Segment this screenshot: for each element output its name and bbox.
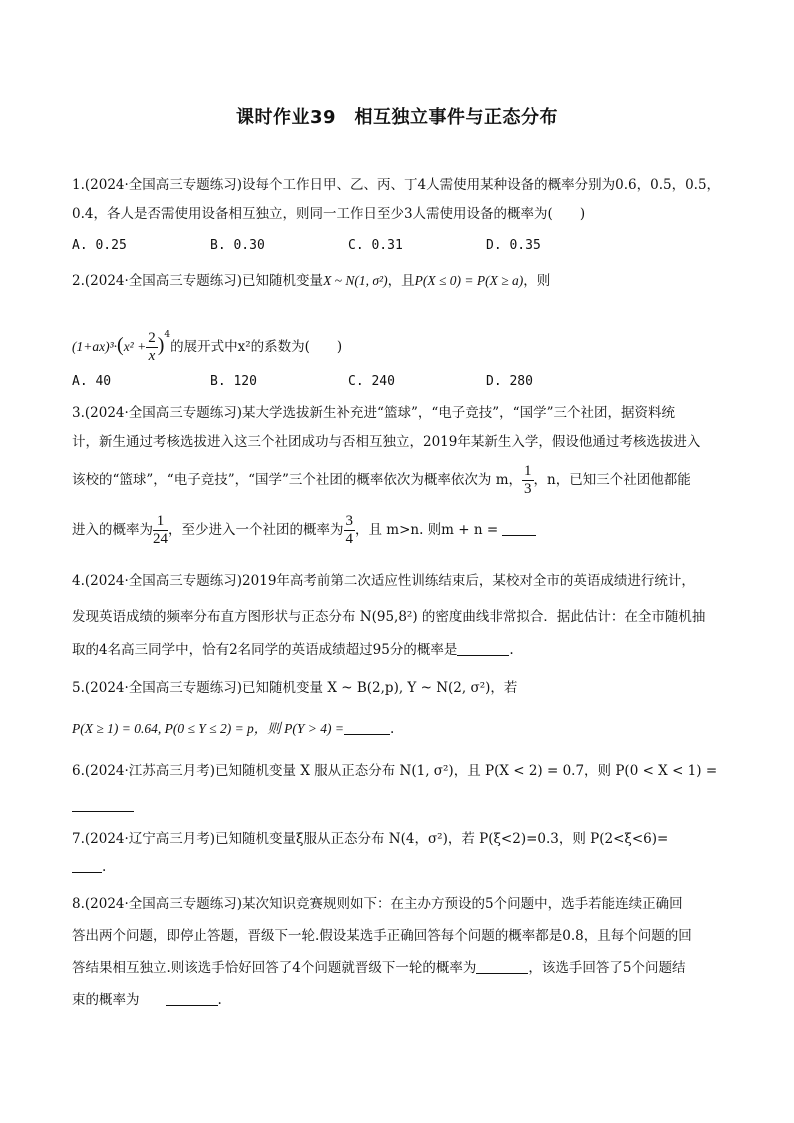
q3-frac-one-third: $\frac{1}{3}$: [524, 463, 532, 497]
q7-answer-blank[interactable]: [72, 858, 102, 873]
q5-line1: 5.(2024·全国高三专题练习)已知随机变量 X ~ B(2,p), Y ~ N(2, σ²)，若: [72, 680, 518, 696]
q1-choice-d: D. 0.35: [486, 238, 541, 253]
q8-answer-blank-2[interactable]: [166, 991, 218, 1006]
q5-line2: P(X ≥ 1) = 0.64, P(0 ≤ Y ≤ 2) = p，则 P(Y > 4) = .: [72, 721, 395, 737]
q2-fraction: $\frac{2}{x}$: [148, 330, 156, 364]
q4-line2: 发现英语成绩的频率分布直方图形状与正态分布 N(95,8²) 的密度曲线非常拟合．据此估计：在全市随机抽: [72, 609, 706, 625]
q2-prefix: 2.(2024·全国高三专题练习)已知随机变量: [72, 273, 324, 289]
q5-answer-blank[interactable]: [344, 720, 390, 735]
q3-line1: 3.(2024·全国高三专题练习)某大学选拔新生补充进“篮球”，“电子竞技”，“国学”三个社团，据资料统: [72, 405, 675, 421]
q3-line3: 该校的“篮球”，“电子竞技”，“国学”三个社团的概率依次为概率依次为 m， $\frac{1}{3}$ ，n，已知三个社团他都能: [72, 463, 691, 497]
q1-choice-a: A. 0.25: [72, 238, 127, 253]
q1-choices: [72, 238, 624, 253]
q2-expr-b: x² +: [123, 339, 147, 354]
q8-line1: 8.(2024·全国高三专题练习)某次知识竞赛规则如下：在主办方预设的5个问题中，选手若能连续正确回: [72, 896, 683, 912]
q2-line1: [72, 272, 550, 290]
q1-choice-c: C. 0.31: [348, 238, 403, 253]
q6-line1: 6.(2024·江苏高三月考)已知随机变量 X 服从正态分布 N(1, σ²)，且 P(X < 2) = 0.7，则 P(0 < X < 1) =: [72, 763, 718, 779]
q2-power: 4: [164, 330, 171, 340]
q7-line2: .: [72, 858, 106, 876]
q3-line2: 计，新生通过考核选拔进入这三个社团成功与否相互独立，2019年某新生入学，假设他通过考核选拔进入: [72, 434, 701, 450]
q2-choice-c: C. 240: [348, 374, 395, 389]
q3-frac-one-24th: $\frac{1}{24}$: [153, 513, 168, 547]
q2-choice-b: B. 120: [210, 374, 257, 389]
q8-line4: 束的概率为 .: [72, 992, 222, 1008]
q2-cond: P(X ≤ 0) = P(X ≥ a): [414, 273, 524, 288]
q2-choice-a: A. 40: [72, 374, 112, 389]
q4-line1: 4.(2024·全国高三专题练习)2019年高考前第二次适应性训练结束后，某校对全市的英语成绩进行统计，: [72, 573, 695, 589]
q8-answer-blank-1[interactable]: [476, 959, 528, 974]
page-title: 课时作业39 相互独立事件与正态分布: [235, 107, 559, 128]
q2-tail: 的展开式中x²的系数为( ): [170, 339, 343, 355]
q7-line1: 7.(2024·辽宁高三月考)已知随机变量ξ服从正态分布 N(4，σ²)，若 P(ξ<2)=0.3，则 P(2<ξ<6)=: [72, 831, 669, 847]
q1-line2: 0.4，各人是否需使用设备相互独立，则同一工作日至少3人需使用设备的概率为( ): [72, 206, 586, 222]
q1-line1: 1.(2024·全国高三专题练习)设每个工作日甲、乙、丙、丁4人需使用某种设备的概率分别为0.6，0.5，0.5，: [72, 177, 721, 193]
q1-choice-b: B. 0.30: [210, 238, 265, 253]
q6-line2: [72, 797, 134, 815]
q2-choices: [72, 374, 624, 389]
q3-answer-blank[interactable]: [502, 521, 536, 536]
q4-answer-blank[interactable]: [457, 641, 509, 656]
q2-choice-d: D. 280: [486, 374, 533, 389]
q2-expr-a: (1+ax)³·: [72, 339, 118, 354]
q8-line3: 答结果相互独立.则该选手恰好回答了4个问题就晋级下一轮的概率为 ，该选手回答了5个问题结: [72, 960, 686, 976]
q2-suffix: ，则: [523, 273, 551, 289]
q6-answer-blank[interactable]: [72, 797, 134, 812]
q3-frac-three-quarters: $\frac{3}{4}$: [345, 513, 353, 547]
q2-line2: (1+ax)³·(x² + $\frac{2}{x}$ )$^4$的展开式中x²的系数为( ): [72, 330, 343, 364]
q2-dist: X ~ N(1, σ²): [323, 273, 388, 288]
q4-line3: 取的4名高三同学中，恰有2名同学的英语成绩超过95分的概率是 .: [72, 642, 514, 658]
q2-mid: ，且: [387, 273, 415, 289]
q3-line4: 进入的概率为 $\frac{1}{24}$ ，至少进入一个社团的概率为 $\frac{3}{4}$ ，且 m>n. 则m + n =: [72, 512, 536, 548]
q8-line2: 答出两个问题，即停止答题，晋级下一轮.假设某选手正确回答每个问题的概率都是0.8，且每个问题的回: [72, 928, 692, 944]
